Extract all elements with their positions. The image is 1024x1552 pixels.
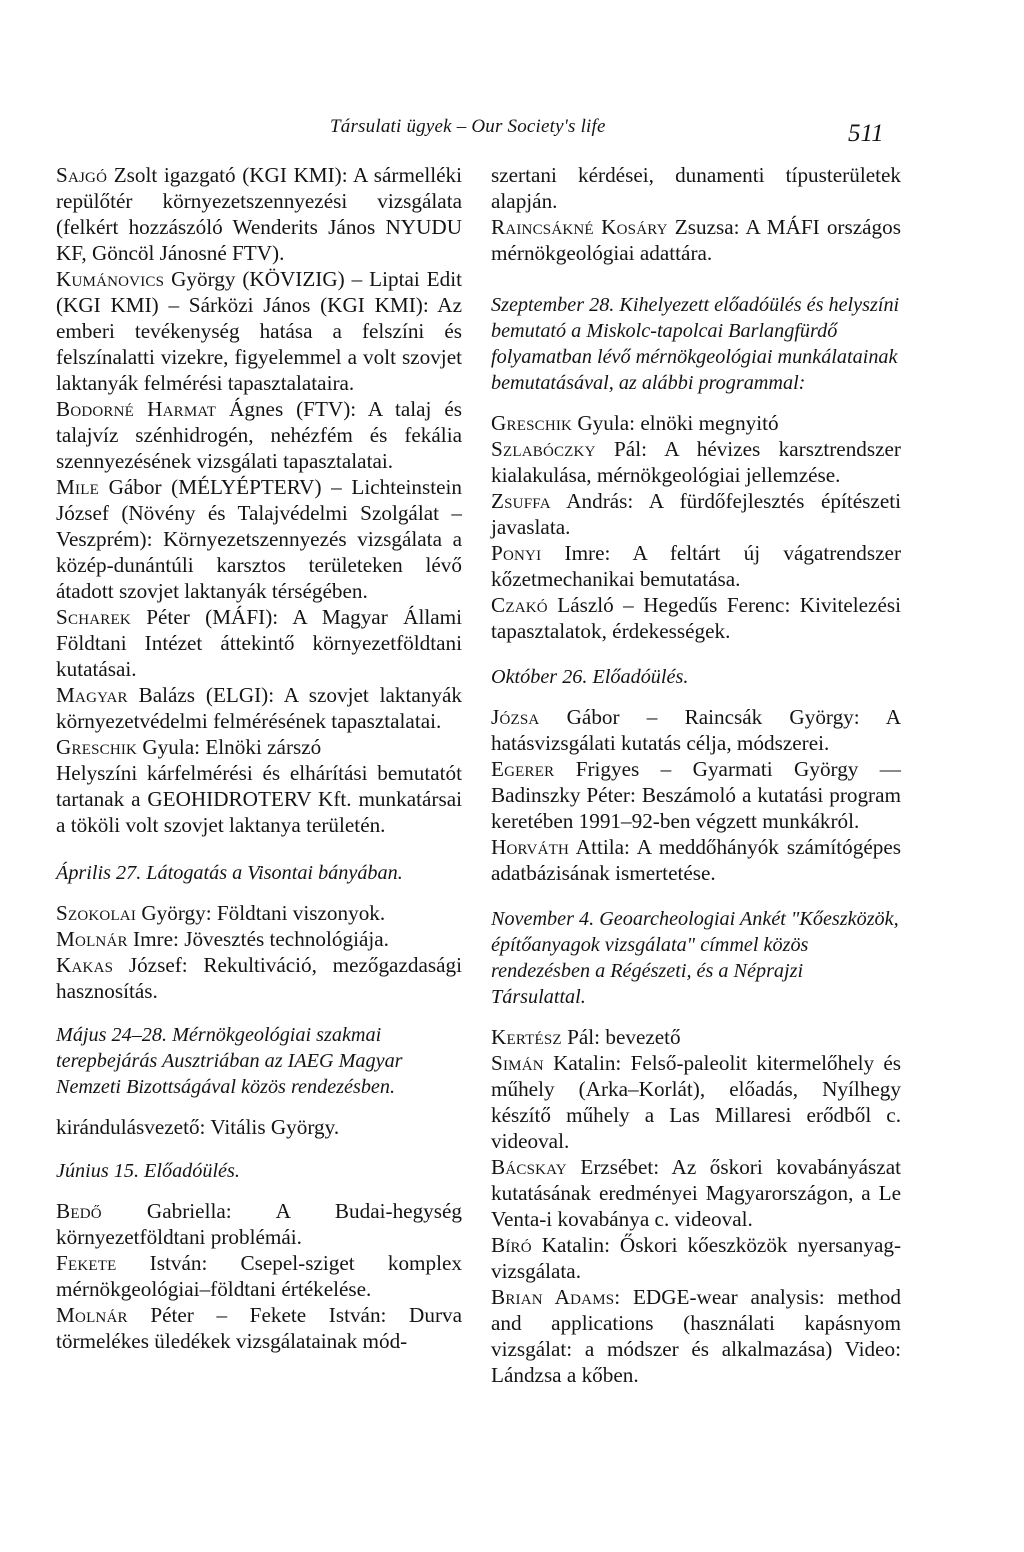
speaker-name: Czakó: [491, 593, 548, 617]
program-entry: [491, 704, 901, 756]
entry-text: István: Csepel-sziget komplex mérnökgeológiai–földtani értékelése.: [56, 1251, 462, 1301]
speaker-name: Egerer: [491, 757, 555, 781]
entry-text: András: A fürdőfejlesztés építészeti javaslata.: [491, 489, 901, 539]
program-entry: [491, 436, 901, 488]
entry-text: Gábor – Raincsák György: A hatásvizsgálati kutatás célja, módszerei.: [491, 705, 901, 755]
speaker-name: Simán: [491, 1051, 544, 1075]
entry-text: Pál: bevezető: [561, 1025, 681, 1049]
entry-text: Attila: A meddőhányók számítógépes adatbázisának ismertetése.: [491, 835, 901, 885]
speaker-name: Kertész: [491, 1025, 562, 1049]
program-entry: [56, 682, 462, 734]
speaker-name: Szlabóczky: [491, 437, 596, 461]
left-column: [56, 162, 462, 1354]
speaker-name: Magyar: [56, 683, 128, 707]
section-heading: Április 27. Látogatás a Visontai bányában.: [56, 862, 403, 884]
speaker-name: Brian Adams: [491, 1285, 615, 1309]
entry-text: György: Földtani viszonyok.: [136, 901, 386, 925]
program-entry: [491, 1232, 901, 1284]
section-heading: Október 26. Előadóülés.: [491, 666, 689, 688]
program-entry: [491, 1050, 901, 1154]
program-entry: [491, 214, 901, 266]
speaker-name: Greschik: [491, 411, 573, 435]
entry-text: Gábor (MÉLYÉPTERV) – Lichteinstein József (Növény és Talajvédelmi Szolgálat – Veszprém): Környezetszennyezés vizsgálata a közép-dunántúli karsztos területeken lévő átadott szovjet laktanyák térségében.: [56, 475, 462, 603]
program-entry: [491, 756, 901, 834]
speaker-name: Molnár: [56, 927, 128, 951]
entry-text: Erzsébet: Az őskori kovabányászat kutatásának eredményei Magyarországon, a Le Venta-i kovabánya c. videoval.: [491, 1155, 901, 1231]
entry-text: Imre: Jövesztés technológiája.: [127, 927, 389, 951]
speaker-name: Greschik: [56, 735, 138, 759]
program-entry: [56, 900, 462, 926]
program-entry: [56, 926, 462, 952]
entry-text: Ágnes (FTV): A talaj és talajvíz szénhidrogén, nehézfém és fekália szennyezésének vizsgálati tapasztalatai.: [56, 397, 462, 473]
entry-text: Péter – Fekete István: Durva törmelékes üledékek vizsgálatainak mód-: [56, 1303, 462, 1353]
program-entry: [56, 1198, 462, 1250]
entry-text: Helyszíni kárfelmérési és elhárítási bemutatót tartanak a GEOHIDROTERV Kft. munkatársai a tököli volt szovjet laktanya területén.: [56, 761, 462, 837]
entry-text: Péter (MÁFI): A Magyar Állami Földtani Intézet áttekintő környezetföldtani kutatásai.: [56, 605, 462, 681]
speaker-name: Bedő: [56, 1199, 102, 1223]
entry-text: József: Rekultiváció, mezőgazdasági hasznosítás.: [56, 953, 462, 1003]
program-entry: [491, 410, 901, 436]
entry-text: Gabriella: A Budai-hegység környezetföldtani problémái.: [56, 1199, 462, 1249]
entry-text: szertani kérdései, dunamenti típusterületek alapján.: [491, 163, 901, 213]
entry-text: Katalin: Őskori kőeszközök nyersanyag-vizsgálata.: [491, 1233, 901, 1283]
program-entry: [56, 760, 462, 838]
program-entry: [56, 1250, 462, 1302]
speaker-name: Zsuffa: [491, 489, 551, 513]
speaker-name: Kakas: [56, 953, 114, 977]
program-entry: [491, 834, 901, 886]
program-entry: [56, 266, 462, 396]
program-entry: [56, 604, 462, 682]
program-entry: [56, 162, 462, 266]
program-entry: [56, 396, 462, 474]
speaker-name: Bácskay: [491, 1155, 567, 1179]
entry-text: Katalin: Felső-paleolit kitermelőhely és műhely (Arka–Korlát), előadás, Nyílhegy készítő műhely a Las Millaresi erődből c. videoval.: [491, 1051, 901, 1153]
program-entry: [491, 162, 901, 214]
speaker-name: Bíró: [491, 1233, 532, 1257]
entry-text: kirándulásvezető: Vitális György.: [56, 1115, 340, 1139]
speaker-name: Mile: [56, 475, 99, 499]
program-entry: [56, 474, 462, 604]
program-entry: [56, 952, 462, 1004]
entry-text: Gyula: Elnöki zárszó: [137, 735, 322, 759]
speaker-name: Józsa: [491, 705, 540, 729]
entry-text: : EDGE-wear analysis: method and applications (használati kapásnyom vizsgálat: a módszer és alkalmazása) Video: Lándzsa a kőben.: [491, 1285, 901, 1387]
speaker-name: Molnár: [56, 1303, 128, 1327]
entry-text: Zsolt igazgató (KGI KMI): A sármelléki repülőtér környezetszennyezési vizsgálata (felkért hozzászóló Wenderits János NYUDU KF, Göncöl Jánosné FTV).: [56, 163, 462, 265]
speaker-name: Szokolai: [56, 901, 137, 925]
program-entry: [56, 1114, 462, 1140]
speaker-name: Scharek: [56, 605, 131, 629]
program-entry: [491, 488, 901, 540]
program-entry: [491, 1284, 901, 1388]
speaker-name: Raincsákné Kosáry: [491, 215, 668, 239]
program-entry: [491, 1024, 901, 1050]
entry-text: Imre: A feltárt új vágatrendszer kőzetmechanikai bemutatása.: [491, 541, 901, 591]
entry-text: György (KÖVIZIG) – Liptai Edit (KGI KMI) – Sárközi János (KGI KMI): Az emberi tevékenység hatása a felszíni és felszínalatti vizekre, figyelemmel a volt szovjet laktanyák felmérési tapasztalataira.: [56, 267, 462, 395]
program-entry: [56, 1302, 462, 1354]
page-number: 511: [848, 120, 884, 147]
entry-text: Zsuzsa: A MÁFI országos mérnökgeológiai adattára.: [491, 215, 901, 265]
program-entry: [491, 1154, 901, 1232]
speaker-name: Horváth: [491, 835, 569, 859]
entry-text: Pál: A hévizes karsztrendszer kialakulása, mérnökgeológiai jellemzése.: [491, 437, 901, 487]
section-heading: Május 24–28. Mérnökgeológiai szakmai terepbejárás Ausztriában az IAEG Magyar Nemzeti Bizottságával közös rendezésben.: [56, 1024, 403, 1098]
entry-text: László – Hegedűs Ferenc: Kivitelezési tapasztalatok, érdekességek.: [491, 593, 901, 643]
entry-text: Frigyes – Gyarmati György — Badinszky Péter: Beszámoló a kutatási program keretében 1991–92-ben végzett munkákról.: [491, 757, 901, 833]
speaker-name: Sajgó: [56, 163, 108, 187]
program-entry: [491, 592, 901, 644]
section-heading: November 4. Geoarcheologiai Ankét "Kőeszközök, építőanyagok vizsgálata" címmel közös rendezésben a Régészeti, és a Néprajzi Társulattal.: [491, 908, 899, 1008]
speaker-name: Fekete: [56, 1251, 117, 1275]
program-entry: [56, 734, 462, 760]
program-entry: [491, 540, 901, 592]
entry-text: Balázs (ELGI): A szovjet laktanyák környezetvédelmi felmérésének tapasztalatai.: [56, 683, 462, 733]
running-head: Társulati ügyek – Our Society's life: [330, 116, 606, 137]
speaker-name: Ponyi: [491, 541, 542, 565]
entry-text: Gyula: elnöki megnyitó: [572, 411, 779, 435]
speaker-name: Kumánovics: [56, 267, 165, 291]
speaker-name: Bodorné Harmat: [56, 397, 217, 421]
section-heading: Június 15. Előadóülés.: [56, 1160, 240, 1182]
section-heading: Szeptember 28. Kihelyezett előadóülés és helyszíni bemutató a Miskolc-tapolcai Barlangfürdő folyamatban lévő mérnökgeológiai munkálatainak bemutatásával, az alábbi programmal:: [491, 294, 900, 394]
right-column: [491, 162, 901, 1388]
